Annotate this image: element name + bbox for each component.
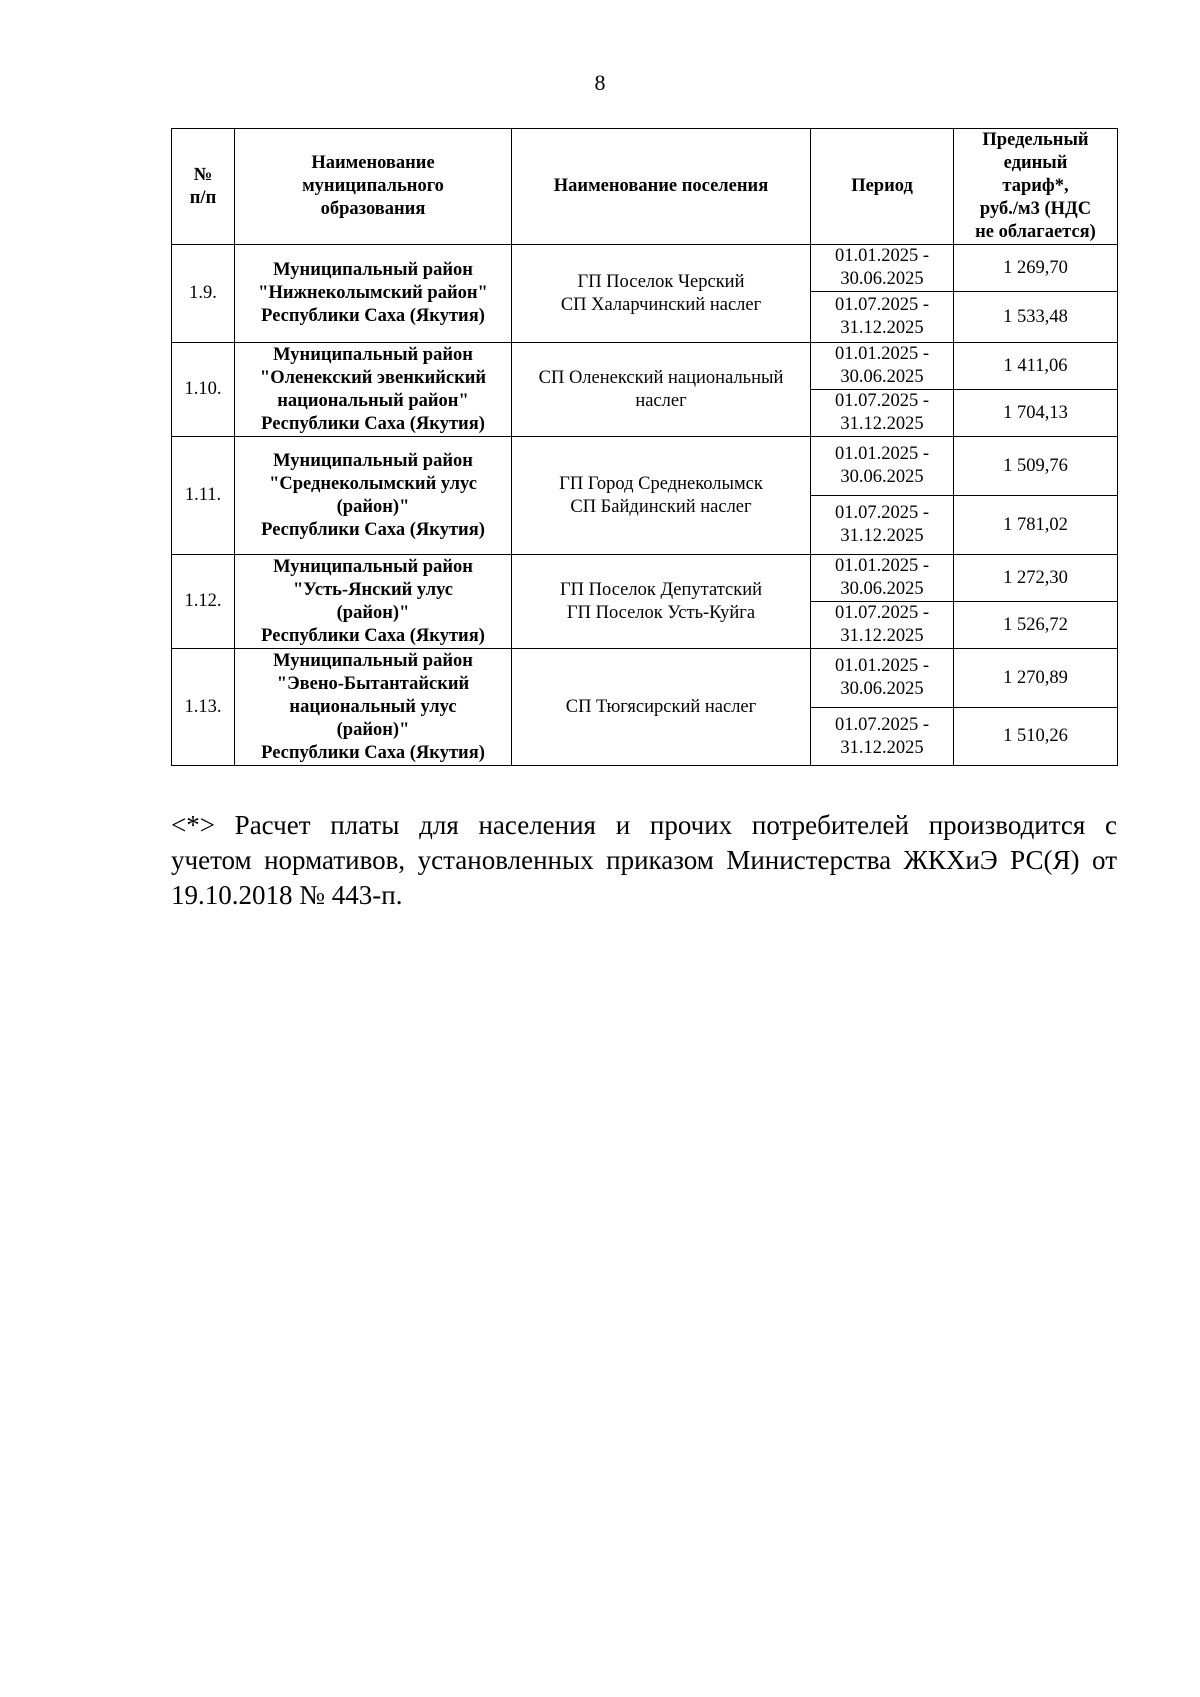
tariff-cell: 1 272,30 <box>954 555 1118 602</box>
table-row <box>172 343 1118 390</box>
tariff-cell: 1 270,89 <box>954 649 1118 708</box>
municipal-entity-cell: Муниципальный район "Нижнеколымский район" Республики Саха (Якутия) <box>235 245 512 343</box>
row-number: 1.10. <box>172 343 235 437</box>
municipal-entity-cell: Муниципальный район "Оленекский эвенкийский национальный район" Республики Саха (Якутия) <box>235 343 512 437</box>
tariff-table <box>171 128 1118 766</box>
settlement-cell: ГП Поселок Депутатский ГП Поселок Усть-Куйга <box>512 555 811 649</box>
municipal-entity-cell: Муниципальный район "Эвено-Бытантайский национальный улус (район)" Республики Саха (Якутия) <box>235 649 512 766</box>
tariff-cell: 1 533,48 <box>954 292 1118 343</box>
settlement-cell: ГП Город Среднеколымск СП Байдинский наслег <box>512 437 811 555</box>
tariff-cell: 1 781,02 <box>954 496 1118 555</box>
footnote-line: 19.10.2018 № 443-п. <box>171 880 403 910</box>
period-cell: 01.01.2025 - 30.06.2025 <box>811 555 954 602</box>
period-cell: 01.01.2025 - 30.06.2025 <box>811 245 954 292</box>
tariff-cell: 1 509,76 <box>954 437 1118 496</box>
tariff-cell: 1 411,06 <box>954 343 1118 390</box>
period-cell: 01.07.2025 - 31.12.2025 <box>811 496 954 555</box>
header-municipal-entity: Наименование муниципального образования <box>235 129 512 245</box>
period-cell: 01.07.2025 - 31.12.2025 <box>811 708 954 766</box>
tariff-cell: 1 704,13 <box>954 390 1118 437</box>
table-row <box>172 649 1118 708</box>
table-row <box>172 437 1118 496</box>
footnote-line: <*> Расчет платы для населения и прочих потребителей производится с <box>171 810 1117 840</box>
tariff-cell: 1 526,72 <box>954 602 1118 649</box>
row-number: 1.9. <box>172 245 235 343</box>
header-num: № п/п <box>172 129 235 245</box>
period-cell: 01.01.2025 - 30.06.2025 <box>811 649 954 708</box>
tariff-cell: 1 269,70 <box>954 245 1118 292</box>
row-number: 1.12. <box>172 555 235 649</box>
footnote-line: учетом нормативов, установленных приказом Министерства ЖКХиЭ РС(Я) от <box>171 845 1117 875</box>
row-number: 1.13. <box>172 649 235 766</box>
footnote <box>171 808 1117 913</box>
period-cell: 01.07.2025 - 31.12.2025 <box>811 292 954 343</box>
header-tariff: Предельный единый тариф*, руб./м3 (НДС не облагается) <box>954 129 1118 245</box>
period-cell: 01.07.2025 - 31.12.2025 <box>811 390 954 437</box>
municipal-entity-cell: Муниципальный район "Усть-Янский улус (район)" Республики Саха (Якутия) <box>235 555 512 649</box>
table-header-row <box>172 129 1118 245</box>
settlement-cell: ГП Поселок Черский СП Халарчинский наслег <box>512 245 811 343</box>
row-number: 1.11. <box>172 437 235 555</box>
settlement-cell: СП Оленекский национальный наслег <box>512 343 811 437</box>
header-settlement: Наименование поселения <box>512 129 811 245</box>
table-row <box>172 555 1118 602</box>
header-period: Период <box>811 129 954 245</box>
table-row <box>172 245 1118 292</box>
period-cell: 01.01.2025 - 30.06.2025 <box>811 343 954 390</box>
page-number: 8 <box>594 70 606 95</box>
settlement-cell: СП Тюгясирский наслег <box>512 649 811 766</box>
period-cell: 01.01.2025 - 30.06.2025 <box>811 437 954 496</box>
tariff-cell: 1 510,26 <box>954 708 1118 766</box>
period-cell: 01.07.2025 - 31.12.2025 <box>811 602 954 649</box>
municipal-entity-cell: Муниципальный район "Среднеколымский улус (район)" Республики Саха (Якутия) <box>235 437 512 555</box>
